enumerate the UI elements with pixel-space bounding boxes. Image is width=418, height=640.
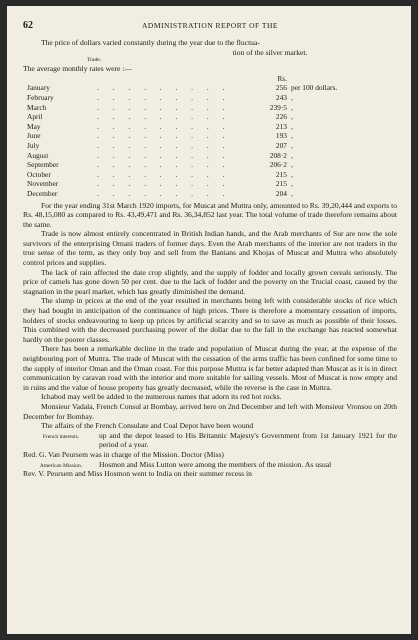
para-french-affairs-a: The affairs of the French Consulate and Coal Depot have been wound (41, 421, 254, 431)
leader-dots: . . . . . . . . . (97, 112, 231, 122)
rate-row (23, 83, 397, 93)
rs-header: Rs. (277, 73, 287, 83)
para-mission-b: Hosmon and Miss Lutton were among the members of the mission. As usual (99, 459, 332, 469)
rate-value: 226 (275, 112, 287, 122)
leader-dots: . . . . . . . . . (97, 179, 231, 189)
leader-dots: . . . . . . . . . (97, 102, 231, 112)
para-mission-c: Rev. V. Peursem and Miss Hosmon went to India on their summer recess in (23, 469, 252, 479)
rate-row (23, 122, 397, 132)
rate-month: May (27, 121, 41, 131)
rate-row (23, 189, 397, 199)
rate-month: February (27, 92, 54, 102)
page-number: 62 (23, 20, 33, 31)
rate-value: 215 (275, 179, 287, 189)
running-title: ADMINISTRATION REPORT OF THE (142, 21, 278, 30)
sidenote-trade: Trade. (87, 57, 102, 64)
rate-month: October (27, 169, 51, 179)
leader-dots: . . . . . . . . . (97, 169, 231, 179)
rate-row (23, 93, 397, 103)
para-decline: There has been a remarkable decline in the trade and population of Muscat during the year, at the expense of the neighbouring port of Muttra. The trade of Muscat with the cessation of the arms traffic has been confined for some time to the supply of interior Oman and the Oman coast. For this purpose Muttra is far better adapted than Muscat as it is in direct communication by caravan road with the interior and more suitable for sailing vessels. Most of Muscat is now empty and in ruins and the value of house property has greatly decreased, while the reverse is the case in Muttra. (23, 344, 397, 392)
para-french-consul: Monsieur Vadala, French Consul at Bombay, arrived here on 2nd December and left with Monsieur Vronsou on 20th December for Bombay. (23, 401, 397, 421)
rates-header-row (23, 74, 397, 84)
para-slump: The slump in prices at the end of the year resulted in merchants being left with considerable stocks of rice which they had bought in anticipation of the continuance of high prices. There is therefore a momentary cessation of imports, holders of stocks endeavouring to keep up prices by artificial scarcity and so to save as much as possible of their losses. This combined with the decreased purchasing power of the dollar due to the fall in the exchange has reacted somewhat hardly on the poorer classes. (23, 296, 397, 344)
leader-dots: . . . . . . . . . (97, 188, 231, 198)
rate-month: January (27, 83, 50, 93)
sidenote-french-interests: French interests. (42, 433, 80, 440)
rate-month: December (27, 188, 58, 198)
report-page (7, 6, 411, 634)
rate-row (23, 151, 397, 161)
rate-row (23, 112, 397, 122)
rate-unit: , (291, 121, 293, 131)
rate-unit: , (291, 92, 293, 102)
rate-value: 243 (275, 92, 287, 102)
rate-value: 215 (275, 169, 287, 179)
french-interests-block (23, 431, 397, 450)
rate-month: March (27, 102, 47, 112)
page-header (23, 20, 397, 32)
american-mission-block (23, 460, 397, 470)
rate-unit: , (291, 131, 293, 141)
rate-unit: , (291, 179, 293, 189)
rate-unit: , (291, 150, 293, 160)
rate-month: June (27, 131, 41, 141)
leader-dots: . . . . . . . . . (97, 140, 231, 150)
rate-unit: , (291, 188, 293, 198)
rate-row (23, 141, 397, 151)
sidenote-american-mission: American Mission. (39, 462, 83, 469)
rate-value: 193 (275, 131, 287, 141)
rate-row (23, 131, 397, 141)
rate-unit: , (291, 169, 293, 179)
rate-row (23, 170, 397, 180)
rate-unit: , (291, 160, 293, 170)
rate-month: July (27, 140, 40, 150)
rate-value: 256 (275, 83, 287, 93)
leader-dots: . . . . . . . . . (97, 160, 231, 170)
monthly-rates-table (23, 83, 397, 198)
rate-value: 204 (275, 188, 287, 198)
rate-unit: , (291, 102, 293, 112)
para-mission-a: Red. G. Van Peursem was in charge of the Mission. Doctor (Miss) (23, 449, 224, 459)
rate-row (23, 160, 397, 170)
rate-row (23, 103, 397, 113)
leader-dots: . . . . . . . . . (97, 121, 231, 131)
rate-month: November (27, 179, 59, 189)
leader-dots: . . . . . . . . . (97, 83, 231, 93)
para-dollar-price-a: The price of dollars varied constantly during the year due to the fluctua- (41, 38, 260, 47)
para-trade-concentration: Trade is now almost entirely concentrated in British Indian hands, and the Arab merchants of Sur are now the sole survivors of the enterprising Omani traders of former days. Even the Arab merchants of the interior are not traders in the true sense of the term, as they only buy and sell from the Banians and Khojas of Muscat and Muttra who absolutely control prices and supplies. (23, 229, 397, 268)
para-imports: For the year ending 31st March 1920 imports, for Muscat and Muttra only, amounted to Rs. 39,20,444 and exports to Rs. 48,15,080 as compared to Rs. 43,49,471 and Rs. 36,34,852 last year. The total volume of trade therefore remains about the same. (23, 200, 397, 229)
leader-dots: . . . . . . . . . (97, 150, 231, 160)
rate-value: 208·2 (269, 150, 287, 160)
para-french-affairs-b: up and the depot leased to His Britannic Majesty's Government from 1st January 1921 for the period of a year. (99, 430, 397, 450)
rate-value: 207 (275, 140, 287, 150)
para-dollar-price-b: tion of the silver market. (232, 47, 308, 57)
rate-unit: per 100 dollars. (291, 83, 338, 93)
rate-unit: , (291, 140, 293, 150)
para-rain: The lack of rain affected the date crop slightly, and the supply of fodder and locally grown cereals seriously. The price of camels has gone down 50 per cent. due to the lack of fodder and the poverty on the Trucial coast, caused by the stagnation in the pearl market, which has greatly diminished the demand. (23, 267, 397, 296)
rate-value: 206·2 (269, 160, 287, 170)
rate-value: 213 (275, 121, 287, 131)
rate-value: 239·5 (269, 102, 287, 112)
rate-month: August (27, 150, 49, 160)
avg-rates-intro: The average monthly rates were :— (23, 64, 133, 74)
rate-month: April (27, 112, 43, 122)
leader-dots: . . . . . . . . . (97, 131, 231, 141)
para-ichabod: Ichabod may well be added to the numerous names that adorn its red hot rocks. (41, 392, 282, 402)
rate-row (23, 179, 397, 189)
rate-unit: , (291, 112, 293, 122)
leader-dots: . . . . . . . . . (97, 92, 231, 102)
rate-month: September (27, 160, 59, 170)
